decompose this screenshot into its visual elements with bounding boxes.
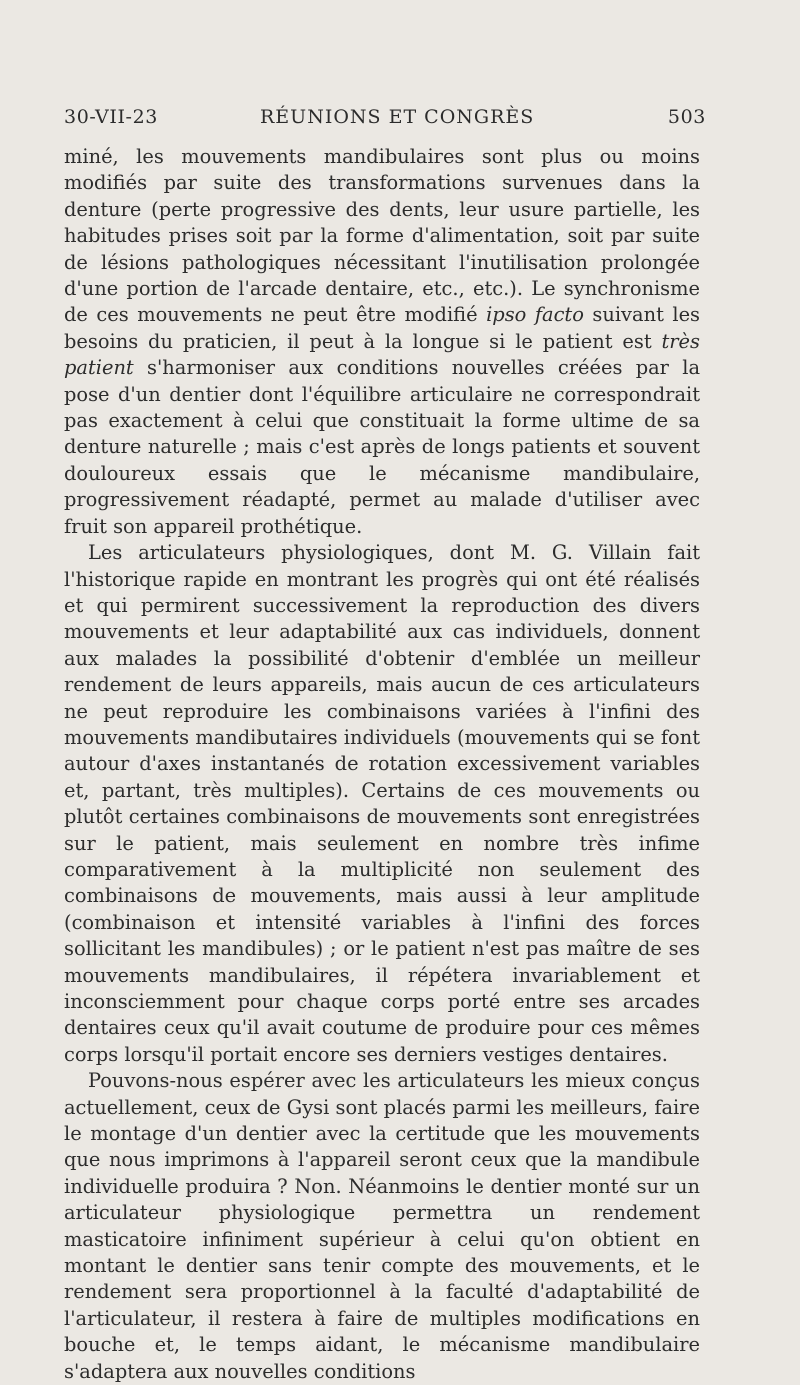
italic-tres-patient: très patient	[64, 329, 700, 380]
paragraph-1-text-a: miné, les mouvements mandibulaires sont plus ou moins modifiés par suite des transformations survenues dans la denture (perte progressive des dents, leur usure partielle, les habitudes prises soit par la forme d'alimentation, soit par suite de lésions pathologiques nécessitant l'inutilisation prolongée d'une portion de l'arcade dentaire, etc., etc.). Le synchronisme de ces mouvements ne peut être modifié	[64, 145, 700, 327]
paragraph-1-text-b: suivant les besoins du praticien, il peut à la longue si le patient est	[64, 303, 700, 353]
running-head	[64, 106, 706, 136]
page-number: 503	[667, 106, 706, 128]
paragraph-2: Les articulateurs physiologiques, dont M. G. Villain fait l'historique rapide en montrant les progrès qui ont été réalisés et qui permirent successivement la reproduction des divers mouvements et leur adaptabilité aux cas individuels, donnent aux malades la possibilité d'obtenir d'emblée un meilleur rendement de leurs appareils, mais aucun de ces articulateurs ne peut reproduire les combinaisons variées à l'infini des mouvements mandibutaires individuels (mouvements qui se font autour d'axes instantanés de rotation excessivement variables et, partant, très multiples). Certains de ces mouvements ou plutôt certaines combinaisons de mouvements sont enregistrées sur le patient, mais seulement en nombre très infime comparativement à la multiplicité non seulement des combinaisons de mouvements, mais aussi à leur amplitude (combinaison et intensité variables à l'infini des forces sollicitant les mandibules) ; or le patient n'est pas maître de ses mouvements mandibulaires, il répétera invariablement et inconsciemment pour chaque corps porté entre ses arcades dentaires ceux qu'il avait coutume de produire pour ces mêmes corps lorsqu'il portait encore ses derniers vestiges dentaires.	[64, 541, 700, 1066]
italic-ipso-facto: ipso facto	[486, 303, 584, 327]
running-head-date: 30-VII-23	[64, 106, 158, 128]
running-head-title: RÉUNIONS ET CONGRÈS	[260, 106, 535, 128]
paragraph-1	[64, 144, 700, 540]
paragraph-1-text-c: s'harmoniser aux conditions nouvelles créées par la pose d'un dentier dont l'équilibre articulaire ne correspondrait pas exactement à celui que constituait la forme ultime de sa denture naturelle ; mais c'est après de longs patients et souvent douloureux essais que le mécanisme mandibulaire, progressivement réadapté, permet au malade d'utiliser avec fruit son appareil prothétique.	[64, 356, 700, 538]
paragraph-3: Pouvons-nous espérer avec les articulateurs les mieux conçus actuellement, ceux de Gysi sont placés parmi les meilleurs, faire le montage d'un dentier avec la certitude que les mouvements que nous imprimons à l'appareil seront ceux que la mandibule individuelle produira ? Non. Néanmoins le dentier monté sur un articulateur physiologique permettra un rendement masticatoire infiniment supérieur à celui qu'on obtient en montant le dentier sans tenir compte des mouvements, et le rendement sera proportionnel à la faculté d'adaptabilité de l'articulateur, il restera à faire de multiples modifications en bouche et, le temps aidant, le mécanisme mandibulaire s'adaptera aux nouvelles conditions	[64, 1069, 700, 1383]
body-text	[64, 144, 700, 1385]
